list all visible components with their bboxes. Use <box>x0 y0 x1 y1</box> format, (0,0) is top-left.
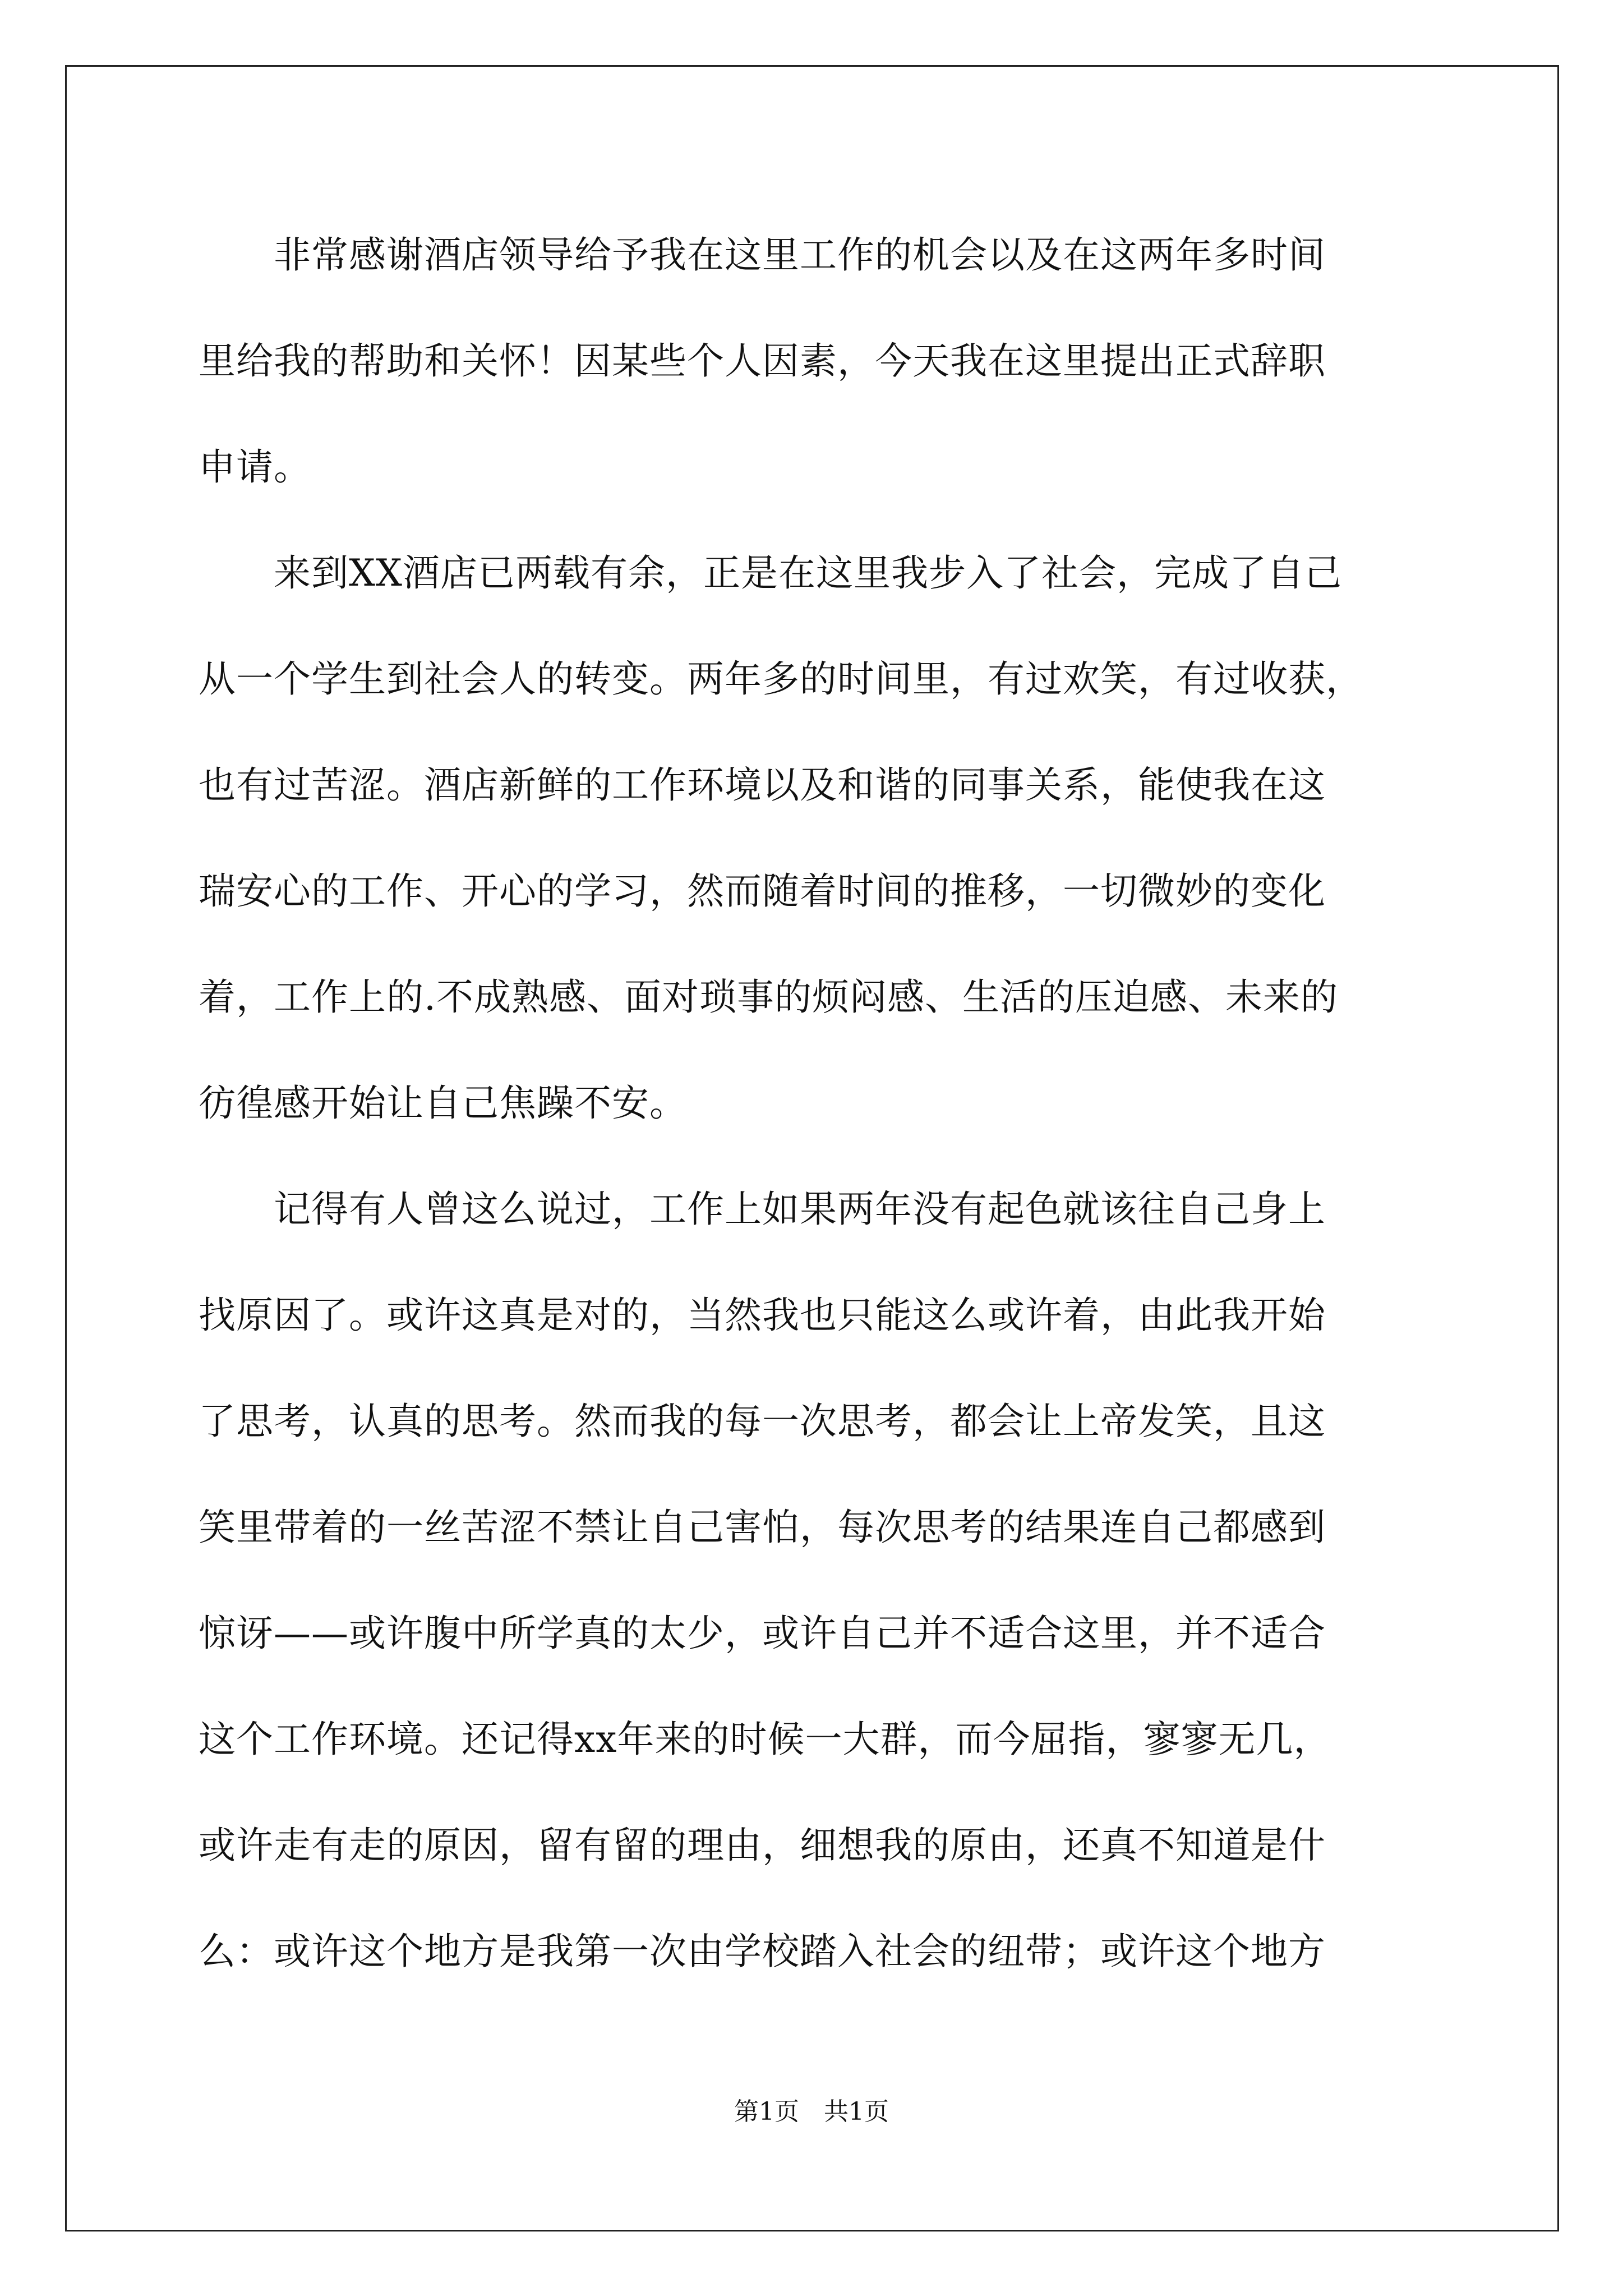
paragraph-3-line-2: 找原因了。或许这真是对的，当然我也只能这么或许着，由此我开始 <box>199 1294 1326 1337</box>
paragraph-1-line-3: 申请。 <box>199 445 311 489</box>
paragraph-2-line-4: 瑞安心的工作、开心的学习，然而随着时间的推移，一切微妙的变化 <box>199 869 1326 913</box>
page-footer <box>0 2091 1623 2127</box>
paragraph-3-line-6: 这个工作环境。还记得xx年来的时候一大群，而今屈指，寥寥无几， <box>199 1718 1331 1761</box>
paragraph-3-line-1: 记得有人曾这么说过，工作上如果两年没有起色就该往自己身上 <box>274 1188 1326 1231</box>
paragraph-3-line-7: 或许走有走的原因，留有留的理由，细想我的原由，还真不知道是什 <box>199 1824 1326 1867</box>
paragraph-2-line-1: 来到XX酒店已两载有余，正是在这里我步入了社会，完成了自己 <box>274 551 1342 595</box>
page-total: 共1页 <box>824 2097 889 2126</box>
paragraph-3-line-3: 了思考，认真的思考。然而我的每一次思考，都会让上帝发笑，且这 <box>199 1400 1326 1443</box>
paragraph-2-line-3: 也有过苦涩。酒店新鲜的工作环境以及和谐的同事关系，能使我在这 <box>199 763 1326 807</box>
paragraph-2-line-6: 彷徨感开始让自己焦躁不安。 <box>199 1082 687 1125</box>
paragraph-3-line-8: 么：或许这个地方是我第一次由学校踏入社会的纽带；或许这个地方 <box>199 1930 1326 1973</box>
document-body <box>199 202 1427 2004</box>
paragraph-2-line-2: 从一个学生到社会人的转变。两年多的时间里，有过欢笑，有过收获， <box>199 657 1363 701</box>
paragraph-2-line-5: 着，工作上的.不成熟感、面对琐事的烦闷感、生活的压迫感、未来的 <box>199 976 1338 1019</box>
paragraph-3-line-4: 笑里带着的一丝苦涩不禁让自己害怕，每次思考的结果连自己都感到 <box>199 1506 1326 1549</box>
paragraph-1-line-2: 里给我的帮助和关怀！因某些个人因素，今天我在这里提出正式辞职 <box>199 339 1326 383</box>
page-number: 第1页 <box>734 2097 799 2126</box>
paragraph-1-line-1: 非常感谢酒店领导给予我在这里工作的机会以及在这两年多时间 <box>274 233 1326 277</box>
paragraph-3-line-5: 惊讶——或许腹中所学真的太少，或许自己并不适合这里，并不适合 <box>199 1612 1326 1655</box>
